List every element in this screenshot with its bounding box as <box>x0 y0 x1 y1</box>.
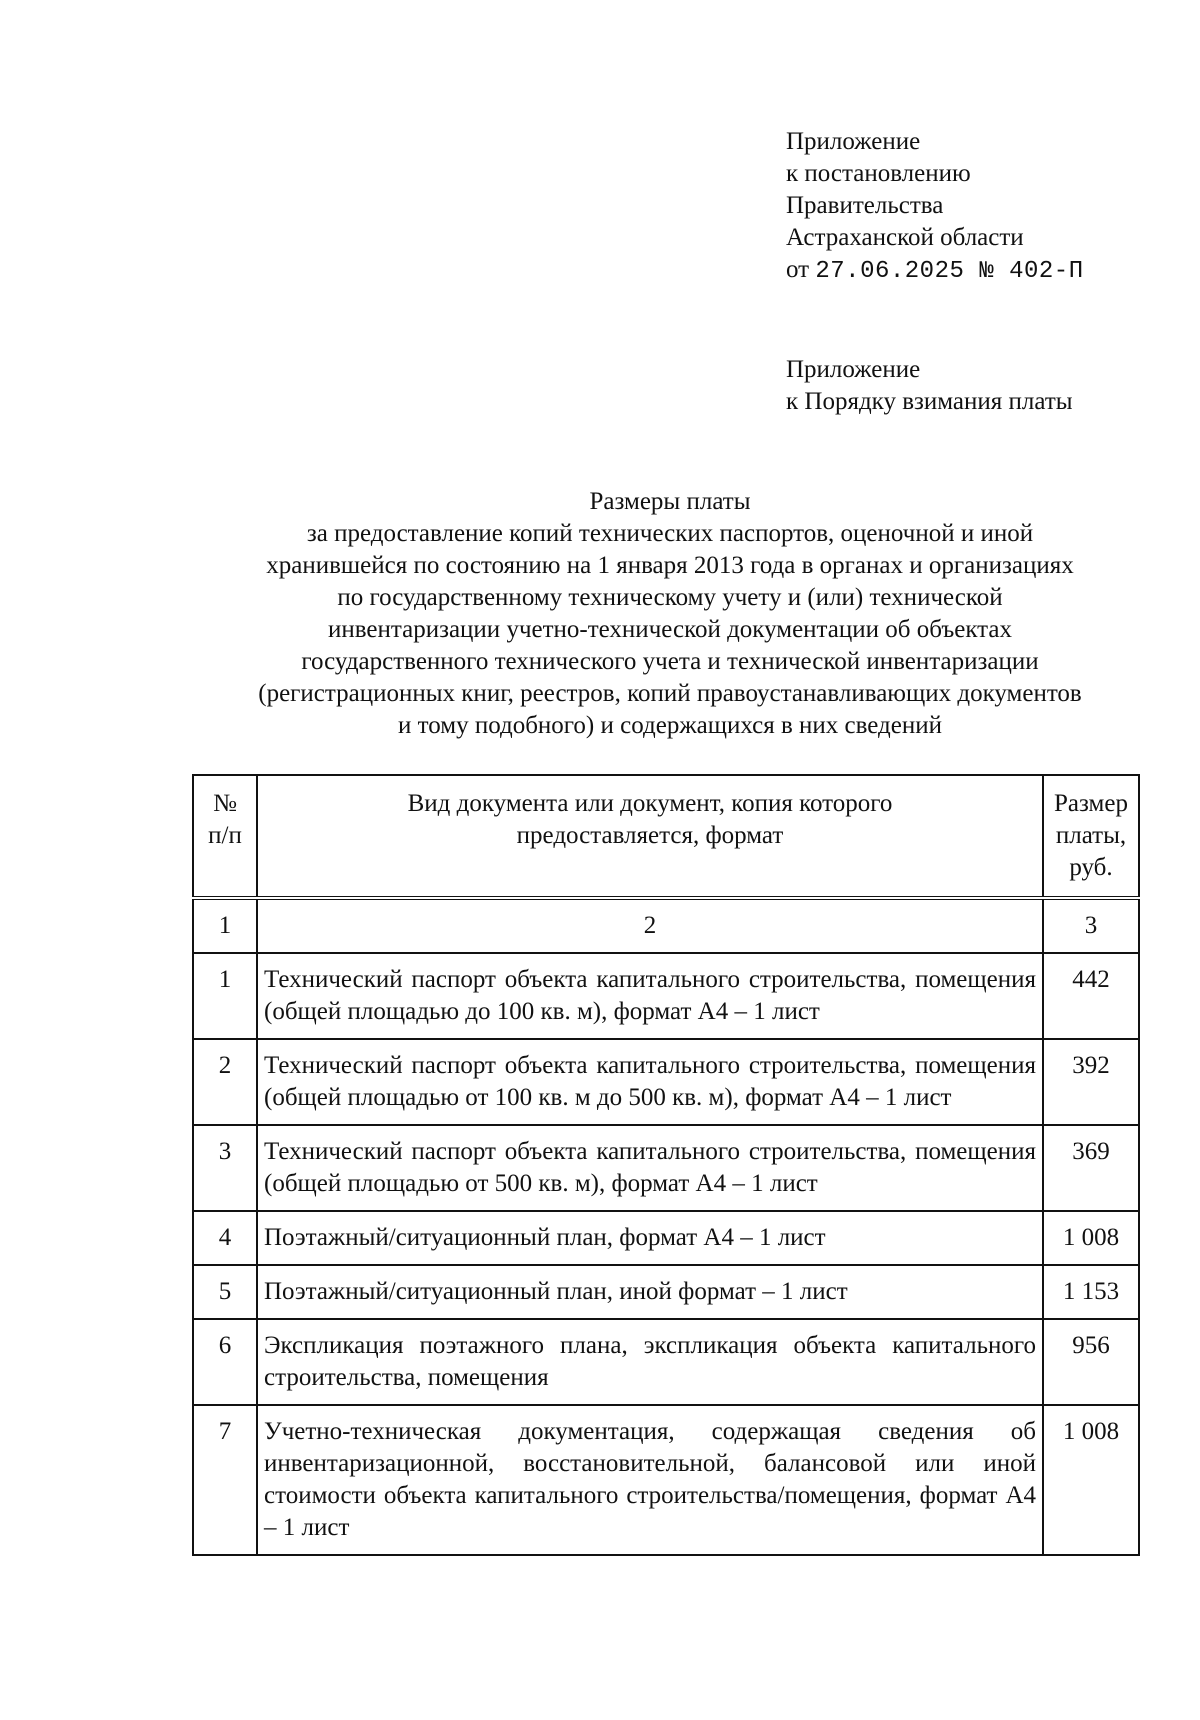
column-index: 3 <box>1043 898 1139 953</box>
heading-line: и тому подобного) и содержащихся в них сведений <box>398 712 942 739</box>
row-number: 5 <box>193 1265 257 1319</box>
heading-line: хранившейся по состоянию на 1 января 2013 года в органах и организациях <box>266 552 1074 579</box>
header-number-line: № <box>213 790 237 817</box>
annex-line: Приложение <box>786 356 921 383</box>
fees-table <box>192 774 1140 1556</box>
row-fee: 369 <box>1043 1125 1139 1211</box>
table-row <box>193 1211 1139 1265</box>
resolution-date-number: 27.06.2025 № 402-П <box>815 258 1084 285</box>
row-description: Технический паспорт объекта капитального строительства, помещения (общей площадью до 100 кв. м), формат А4 – 1 лист <box>257 953 1043 1039</box>
annex-line: Приложение <box>786 128 921 155</box>
document-heading <box>170 486 1170 742</box>
column-index-row <box>193 898 1139 953</box>
annex-line: Астраханской области <box>786 224 1024 251</box>
heading-line: государственного технического учета и технической инвентаризации <box>301 648 1039 675</box>
row-number: 7 <box>193 1405 257 1555</box>
heading-line: за предоставление копий технических паспортов, оценочной и иной <box>306 520 1034 547</box>
row-fee: 392 <box>1043 1039 1139 1125</box>
annex-resolution-block <box>786 126 1084 288</box>
header-description-line: Вид документа или документ, копия которого <box>407 790 893 817</box>
heading-line: (регистрационных книг, реестров, копий правоустанавливающих документов <box>258 680 1082 707</box>
row-fee: 1 008 <box>1043 1405 1139 1555</box>
row-description: Поэтажный/ситуационный план, иной формат – 1 лист <box>257 1265 1043 1319</box>
table-header-row <box>193 775 1139 898</box>
heading-line: по государственному техническому учету и (или) технической <box>337 584 1003 611</box>
row-fee: 1 008 <box>1043 1211 1139 1265</box>
header-fee <box>1043 775 1139 898</box>
column-index: 1 <box>193 898 257 953</box>
table-row <box>193 953 1139 1039</box>
header-fee-line: руб. <box>1069 854 1113 881</box>
date-prefix: от <box>786 256 810 283</box>
header-description <box>257 775 1043 898</box>
row-number: 1 <box>193 953 257 1039</box>
row-description: Экспликация поэтажного плана, экспликация объекта капитального строительства, помещения <box>257 1319 1043 1405</box>
document-title: Размеры платы <box>589 488 751 515</box>
table-row <box>193 1265 1139 1319</box>
table-row <box>193 1125 1139 1211</box>
annex-date-line <box>786 254 1084 288</box>
header-fee-line: Размер <box>1054 790 1128 817</box>
header-fee-line: платы, <box>1055 822 1127 849</box>
row-description: Поэтажный/ситуационный план, формат А4 – 1 лист <box>257 1211 1043 1265</box>
row-fee: 442 <box>1043 953 1139 1039</box>
annex-order-block <box>786 354 1073 418</box>
header-description-line: предоставляется, формат <box>516 822 784 849</box>
row-fee: 1 153 <box>1043 1265 1139 1319</box>
annex-line: к постановлению <box>786 160 971 187</box>
column-index: 2 <box>257 898 1043 953</box>
row-number: 4 <box>193 1211 257 1265</box>
row-description: Технический паспорт объекта капитального строительства, помещения (общей площадью от 100 кв. м до 500 кв. м), формат А4 – 1 лист <box>257 1039 1043 1125</box>
row-fee: 956 <box>1043 1319 1139 1405</box>
heading-line: инвентаризации учетно-технической документации об объектах <box>327 616 1013 643</box>
row-number: 3 <box>193 1125 257 1211</box>
table-row <box>193 1405 1139 1555</box>
annex-line: к Порядку взимания платы <box>786 388 1073 415</box>
header-number-line: п/п <box>208 822 242 849</box>
table-row <box>193 1319 1139 1405</box>
header-number <box>193 775 257 898</box>
annex-line: Правительства <box>786 192 944 219</box>
row-description: Технический паспорт объекта капитального строительства, помещения (общей площадью от 500 кв. м), формат А4 – 1 лист <box>257 1125 1043 1211</box>
row-number: 6 <box>193 1319 257 1405</box>
row-number: 2 <box>193 1039 257 1125</box>
row-description: Учетно-техническая документация, содержащая сведения об инвентаризационной, восстановительной, балансовой или иной стоимости объекта капитального строительства/помещения, формат А4 – 1 лист <box>257 1405 1043 1555</box>
table-row <box>193 1039 1139 1125</box>
